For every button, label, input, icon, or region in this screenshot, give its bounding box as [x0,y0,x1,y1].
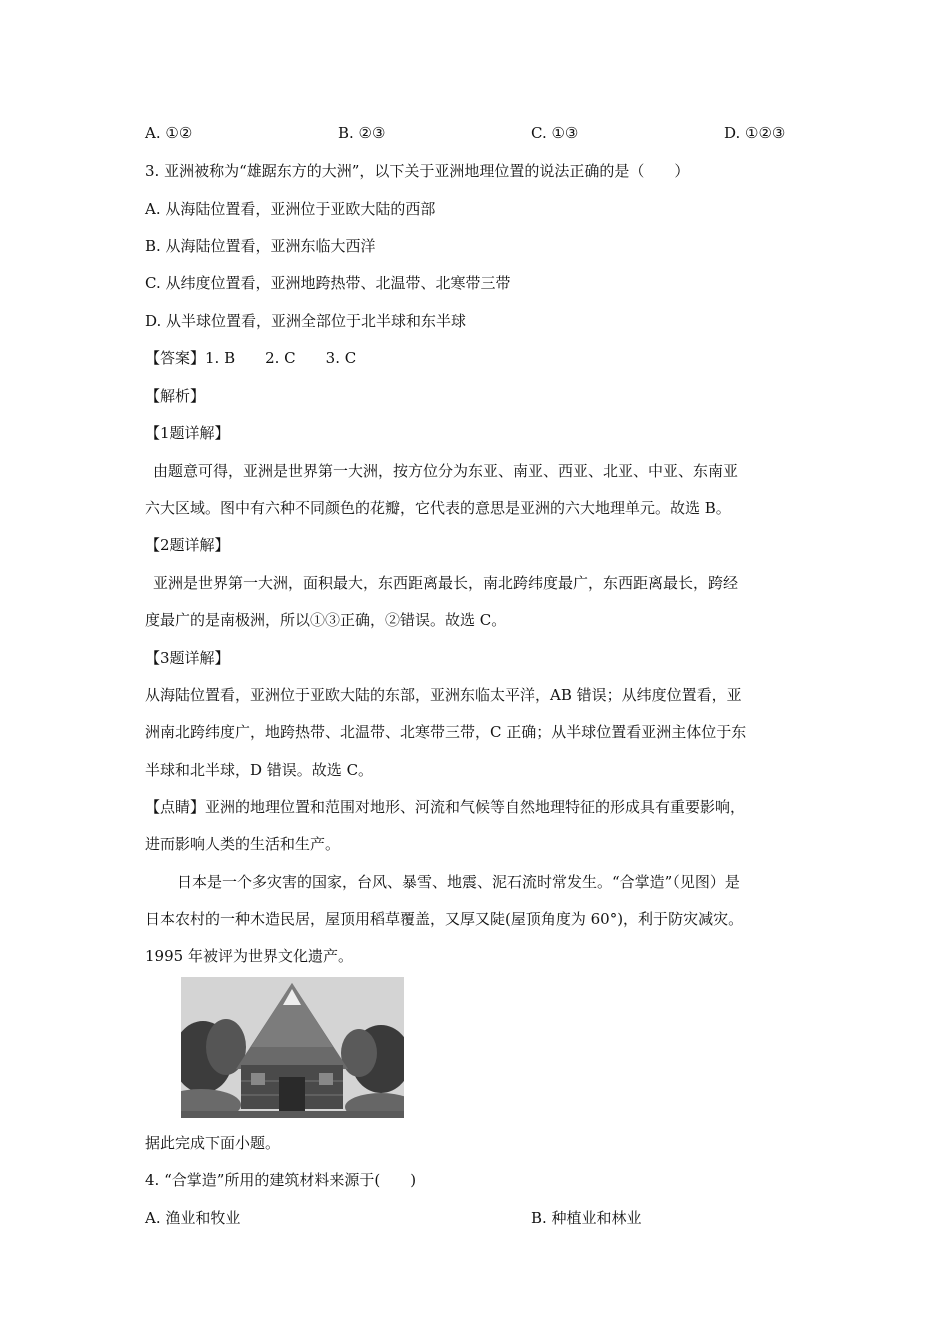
answer-line: 【答案】1. B 2. C 3. C [145,349,357,367]
detail-2-line-2: 度最广的是南极洲，所以①③正确，②错误。故选 C。 [145,611,507,629]
tip-line-2: 进而影响人类的生活和生产。 [145,835,341,853]
question-4-stem: 4. “合掌造”所用的建筑材料来源于( ) [145,1171,417,1189]
detail-1-line-1: 由题意可得，亚洲是世界第一大洲，按方位分为东亚、南亚、西亚、北亚、中亚、东南亚 [153,462,739,480]
question-4-option-b: B. 种植业和林业 [531,1209,642,1227]
detail-2-line-1: 亚洲是世界第一大洲，面积最大，东西距离最长，南北跨纬度最广，东西距离最长，跨经 [153,574,739,592]
detail-2-title: 【2题详解】 [145,536,230,554]
question-4-option-a: A. 渔业和牧业 [145,1209,241,1227]
detail-3-line-2: 洲南北跨纬度广，地跨热带、北温带、北寒带三带，C 正确；从半球位置看亚洲主体位于东 [145,723,747,741]
detail-1-line-2: 六大区域。图中有六种不同颜色的花瓣，它代表的意思是亚洲的六大地理单元。故选 B。 [145,499,731,517]
intro-line-2: 日本农村的一种木造民居，屋顶用稻草覆盖，又厚又陡(屋顶角度为 60°)，利于防灾减灾。 [145,910,744,928]
house-illustration [181,977,404,1118]
detail-1-title: 【1题详解】 [145,424,230,442]
detail-3-line-3: 半球和北半球，D 错误。故选 C。 [145,761,374,779]
tip-line-1: 【点睛】亚洲的地理位置和范围对地形、河流和气候等自然地理特征的形成具有重要影响， [145,798,746,816]
option-d: D. ①②③ [724,124,786,142]
option-c: C. ①③ [531,124,579,142]
instruction-line: 据此完成下面小题。 [145,1134,281,1152]
detail-3-line-1: 从海陆位置看，亚洲位于亚欧大陆的东部，亚洲东临太平洋，AB 错误；从纬度位置看，亚 [145,686,742,704]
question-3-option-c: C. 从纬度位置看，亚洲地跨热带、北温带、北寒带三带 [145,274,511,292]
analysis-title: 【解析】 [145,387,206,405]
question-3-stem: 3. 亚洲被称为“雄踞东方的大洲”，以下关于亚洲地理位置的说法正确的是（ ） [145,162,690,180]
question-3-option-b: B. 从海陆位置看，亚洲东临大西洋 [145,237,376,255]
question-3-option-a: A. 从海陆位置看，亚洲位于亚欧大陆的西部 [145,200,436,218]
q2-options [0,124,950,146]
intro-line-3: 1995 年被评为世界文化遗产。 [145,947,353,965]
detail-3-title: 【3题详解】 [145,649,230,667]
gassho-house-photo [181,977,404,1118]
option-a: A. ①② [145,124,193,142]
question-3-option-d: D. 从半球位置看，亚洲全部位于北半球和东半球 [145,312,467,330]
option-b: B. ②③ [338,124,386,142]
intro-line-1: 日本是一个多灾害的国家，台风、暴雪、地震、泥石流时常发生。“合掌造”（见图）是 [177,873,740,891]
